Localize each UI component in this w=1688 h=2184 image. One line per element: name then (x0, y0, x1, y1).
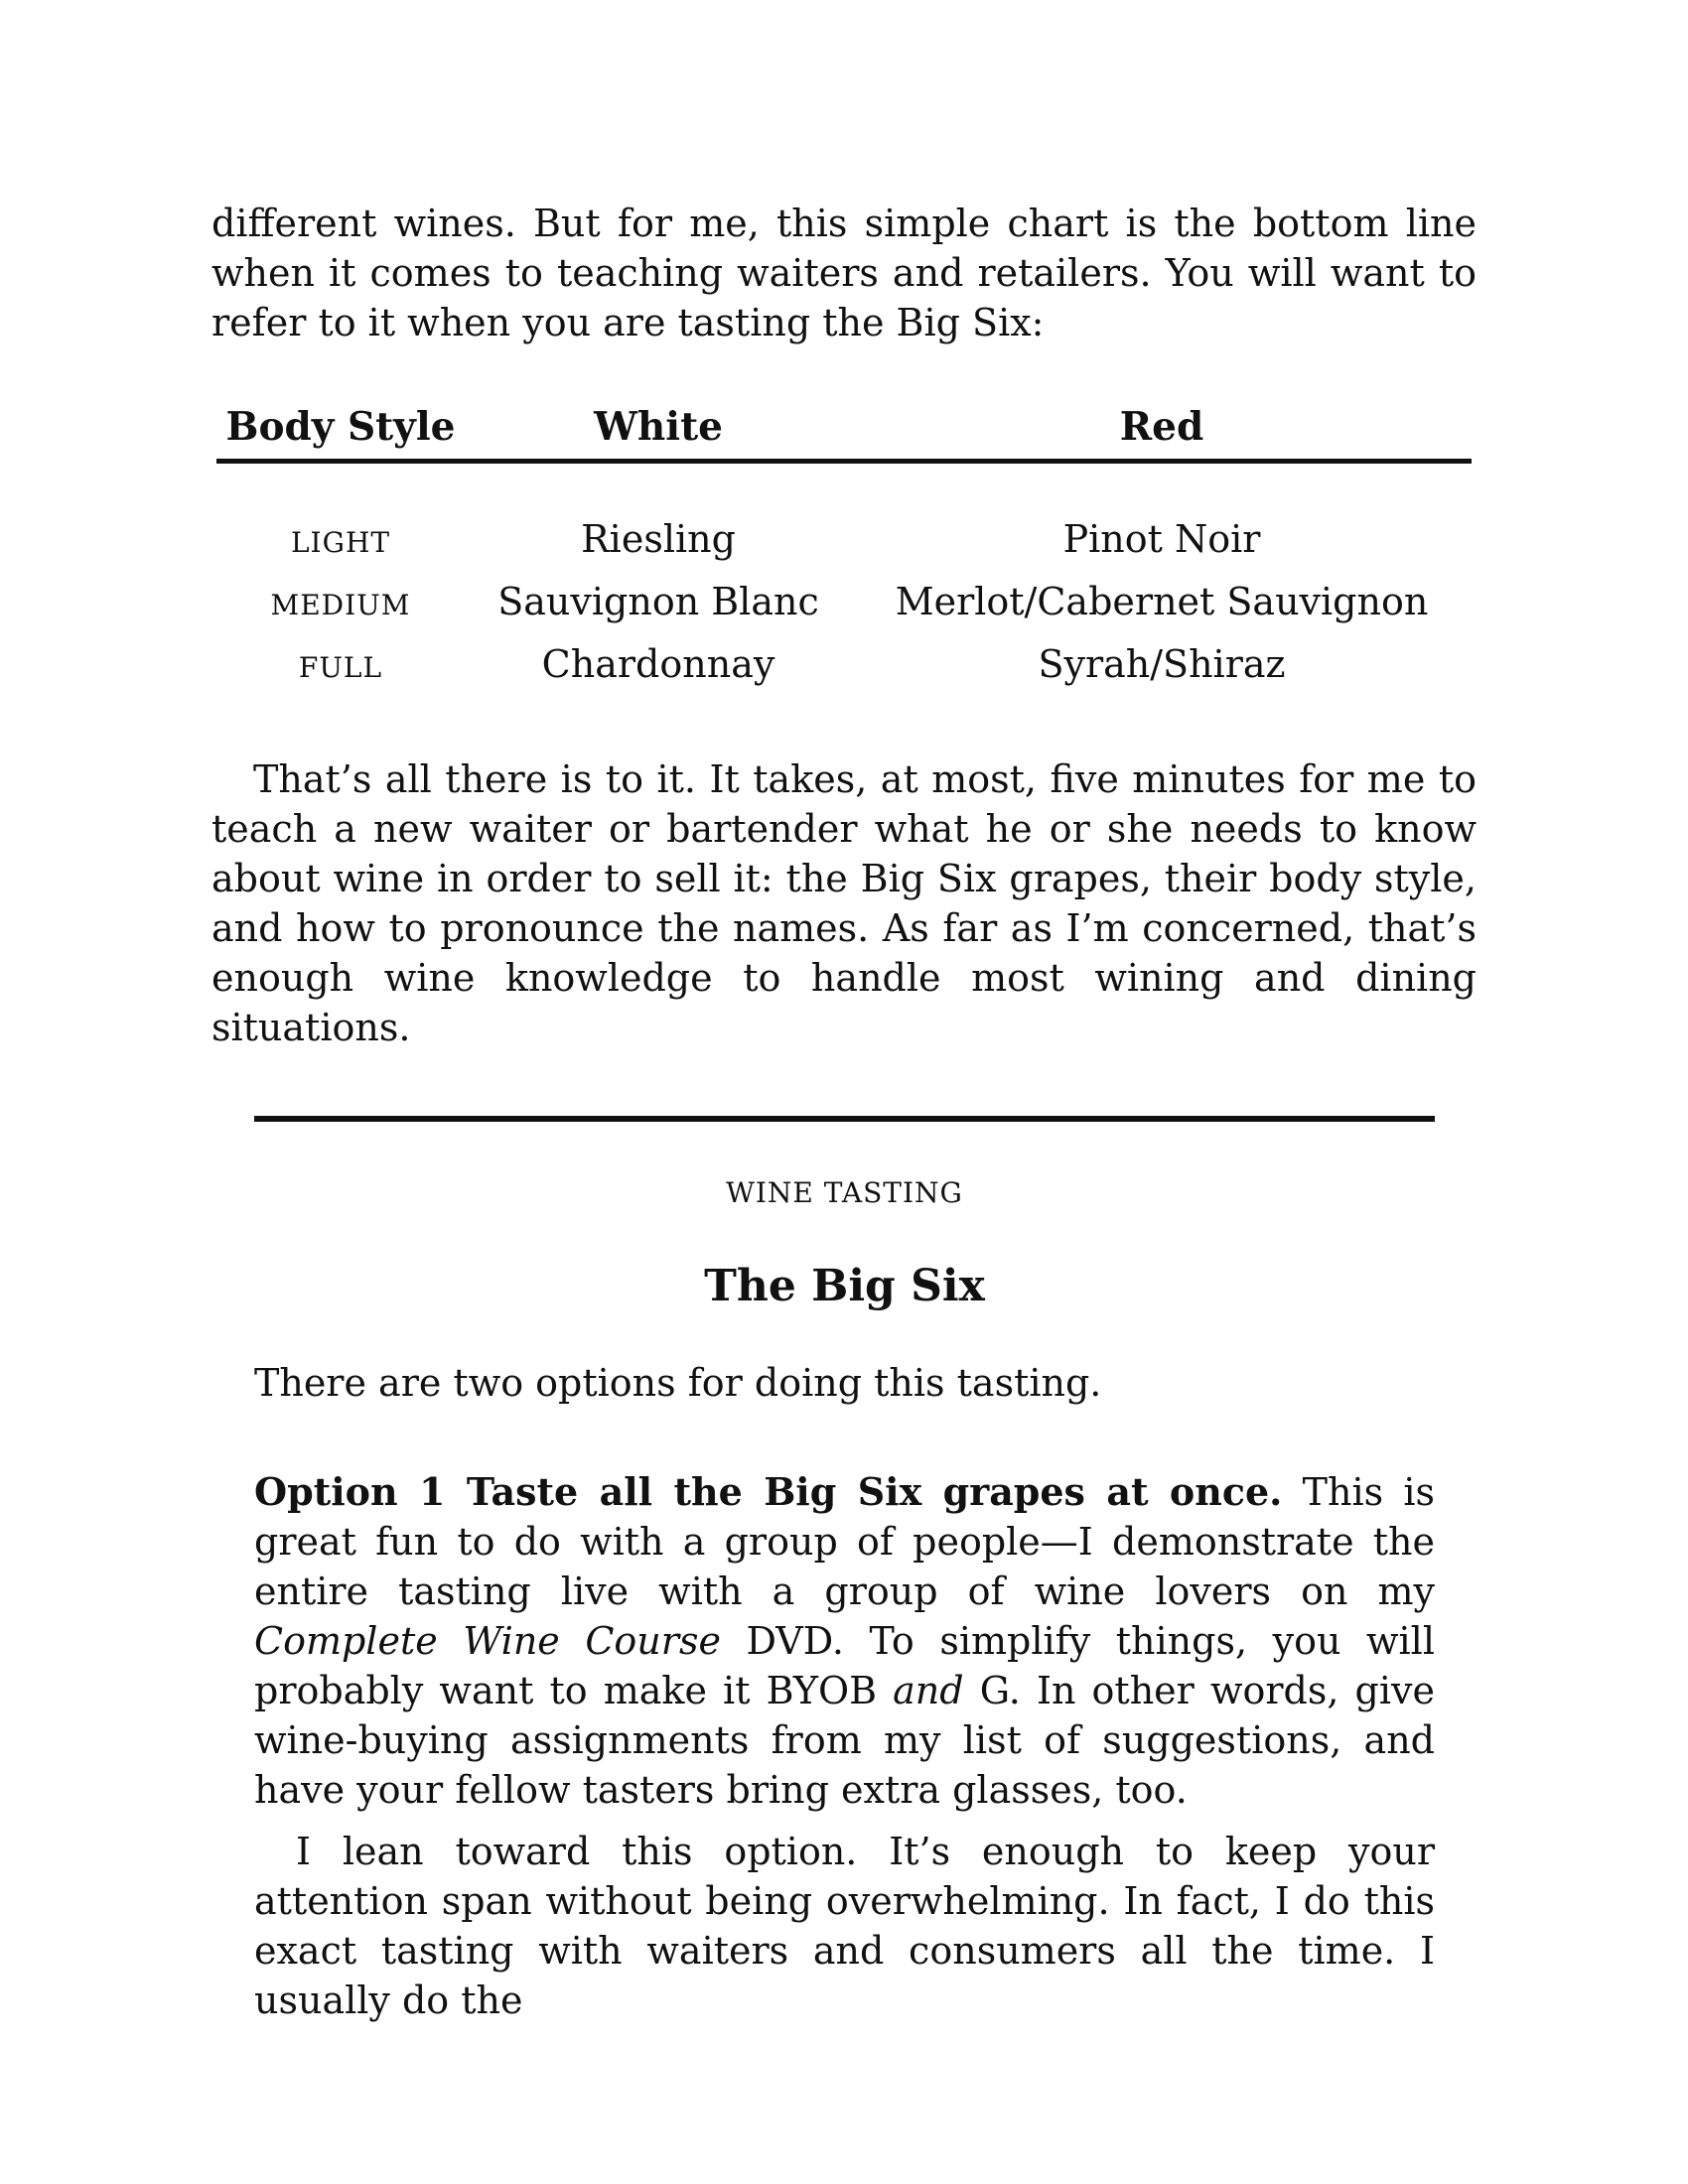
option1-text-c: G. In other words, give wine-buying assignments from my list of suggestions, and have your fellow tasters bring extra glasses, too. (254, 1669, 1435, 1812)
intro-paragraph: different wines. But for me, this simple chart is the bottom line when it comes to teaching waiters and retailers. You will want to refer to it when you are tasting the Big Six: (211, 202, 1477, 344)
header-white: White (594, 404, 723, 450)
header-body-style: Body Style (225, 404, 456, 450)
chart-row-light (216, 514, 1472, 577)
section-label: WINE TASTING (726, 1176, 963, 1209)
lean-paragraph: I lean toward this option. It’s enough to keep your attention span without being overwhelming. In fact, I do this exact tasting with waiters and consumers all the time. I usually do the (254, 1830, 1435, 2022)
chart-row-full (216, 639, 1472, 702)
option1-dvd-title: Complete Wine Course (254, 1619, 721, 1663)
option1-and: and (893, 1669, 964, 1712)
chart-header-row (216, 397, 1472, 464)
chart-body (216, 514, 1472, 702)
cell-body-style: MEDIUM (270, 589, 411, 621)
cell-red-grape: Pinot Noir (1062, 517, 1261, 561)
header-red: Red (1119, 404, 1204, 450)
cell-red-grape: Merlot/Cabernet Sauvignon (895, 580, 1429, 623)
section-title: The Big Six (704, 1261, 985, 1311)
summary-paragraph: That’s all there is to it. It takes, at most, five minutes for me to teach a new waiter or bartender what he or she needs to know about wine in order to sell it: the Big Six grapes, their body style, and how to pronounce the names. As far as I’m concerned, that’s enough wine knowledge to handle most wining and dining situations. (211, 757, 1477, 1049)
option1-paragraph (254, 1467, 1435, 1815)
cell-white-grape: Sauvignon Blanc (497, 580, 819, 623)
body-style-chart (216, 397, 1472, 686)
chart-row-medium (216, 577, 1472, 639)
cell-white-grape: Chardonnay (541, 642, 775, 686)
cell-body-style: FULL (298, 651, 383, 684)
option1-text-b: DVD. To simplify things, you will probably want to make it BYOB (254, 1619, 1435, 1712)
section-divider (254, 1116, 1435, 1122)
option1-lead: Option 1 Taste all the Big Six grapes at once. (254, 1469, 1283, 1514)
cell-body-style: LIGHT (290, 526, 391, 559)
cell-white-grape: Riesling (581, 517, 736, 561)
option1-text-a: This is great fun to do with a group of people—I demonstrate the entire tasting live with a group of wine lovers on my (254, 1470, 1435, 1613)
cell-red-grape: Syrah/Shiraz (1038, 642, 1286, 686)
options-intro-paragraph: There are two options for doing this tasting. (254, 1361, 1102, 1405)
